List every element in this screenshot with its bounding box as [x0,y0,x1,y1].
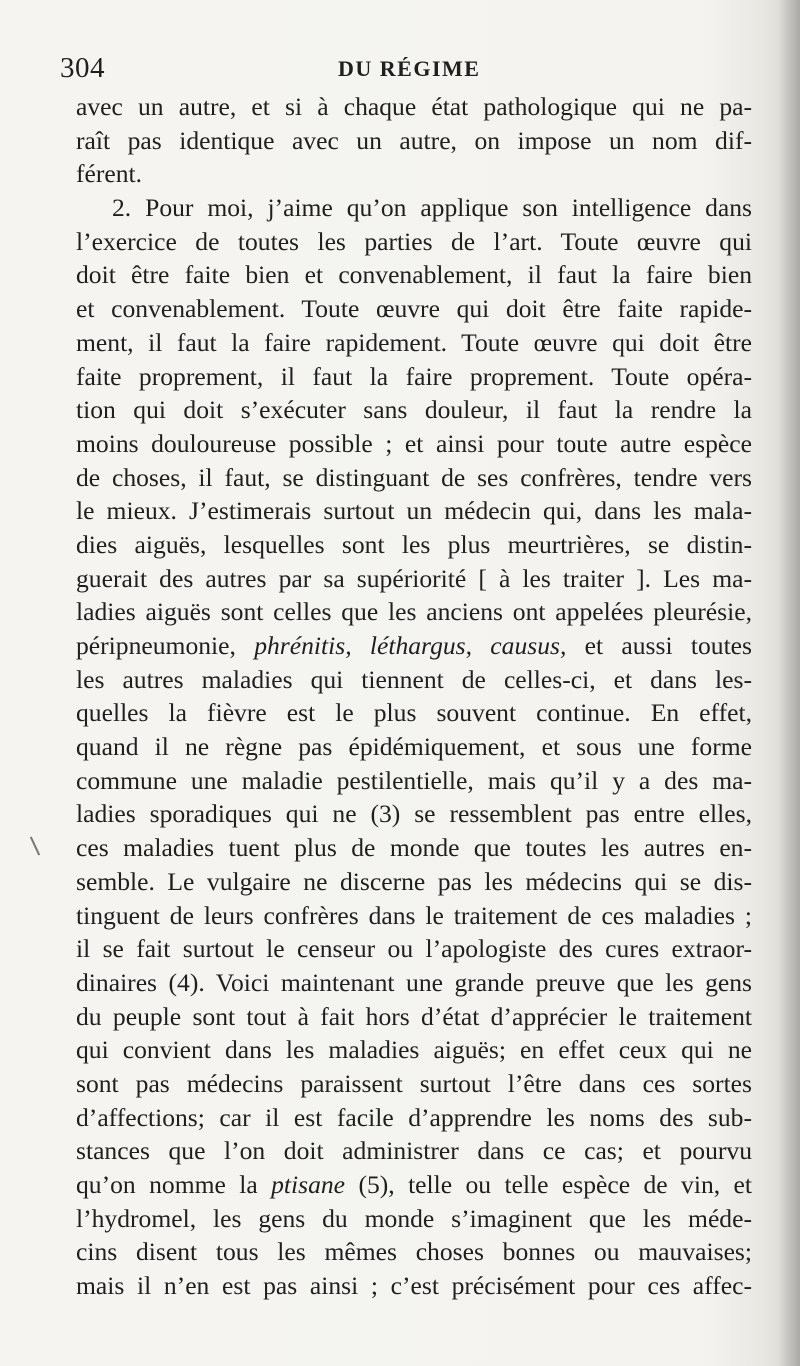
text-segment: (5), telle ou telle espèce de vin, et [358,1170,752,1199]
body-text [76,90,752,1303]
text-line: quand il ne règne pas épidémiquement, et sous une forme [76,732,752,762]
text-line: d’affections; car il est facile d’apprendre les noms des sub- [76,1102,752,1132]
text-line: tinguent de leurs confrères dans le traitement de ces maladies ; [76,900,752,930]
text-line: semble. Le vulgaire ne discerne pas les médecins qui se dis- [76,866,752,896]
text-line: cins disent tous les mêmes choses bonnes ou mauvaises; [76,1237,752,1267]
text-line: faite proprement, il faut la faire proprement. Toute opéra- [76,361,752,391]
text-line: guerait des autres par sa supériorité [ à les traiter ]. Les ma- [76,563,752,593]
text-line: ladies aiguës sont celles que les anciens ont appelées pleurésie, [76,597,752,627]
running-title: DU RÉGIME [338,56,481,81]
text-line: de choses, il faut, se distinguant de ses confrères, tendre vers [76,462,752,492]
text-line-with-italics [76,629,752,663]
italic-disease-names: phrénitis, léthargus, causus, [254,631,567,660]
text-line: mais il n’en est pas ainsi ; c’est précisément pour ces affec- [76,1271,752,1301]
margin-pencil-mark [30,837,40,856]
text-line: sont pas médecins paraissent surtout l’être dans ces sortes [76,1068,752,1098]
text-line: l’exercice de toutes les parties de l’art. Toute œuvre qui [76,226,752,256]
text-line: dies aiguës, lesquelles sont les plus meurtrières, se distin- [76,529,752,559]
text-line: les autres maladies qui tiennent de celles-ci, et dans les- [76,664,752,694]
text-line: et convenablement. Toute œuvre qui doit être faite rapide- [76,294,752,324]
paragraph-start-line: 2. Pour moi, j’aime qu’on applique son intelligence dans [112,193,752,223]
page-edge-shadow [778,0,800,1366]
text-line: raît pas identique avec un autre, on impose un nom dif- [76,125,752,155]
text-line: doit être faite bien et convenablement, il faut la faire bien [76,260,752,290]
text-line: l’hydromel, les gens du monde s’imaginent que les méde- [76,1203,752,1233]
text-line: ladies sporadiques qui ne (3) se ressemblent pas entre elles, [76,799,752,829]
page-number: 304 [60,52,105,84]
text-line: le mieux. J’estimerais surtout un médecin qui, dans les mala- [76,496,752,526]
text-line: il se fait surtout le censeur ou l’apologiste des cures extraor- [76,934,752,964]
italic-word: ptisane [271,1170,346,1199]
text-line: stances que l’on doit administrer dans ce cas; et pourvu [76,1136,752,1166]
text-line: dinaires (4). Voici maintenant une grande preuve que les gens [76,967,752,997]
running-head [60,52,750,88]
text-line: du peuple sont tout à fait hors d’état d’apprécier le traitement [76,1001,752,1031]
text-segment: qu’on nomme la [76,1170,258,1199]
text-line: tion qui doit s’exécuter sans douleur, il faut la rendre la [76,395,752,425]
text-line: ment, il faut la faire rapidement. Toute œuvre qui doit être [76,327,752,357]
text-line: quelles la fièvre est le plus souvent continue. En effet, [76,698,752,728]
text-line-with-italics [76,1168,752,1202]
text-line: ces maladies tuent plus de monde que toutes les autres en- [76,833,752,863]
text-line: férent. [76,159,143,189]
text-segment: péripneumonie, [76,631,236,660]
text-segment: et aussi toutes [584,631,752,660]
text-line: commune une maladie pestilentielle, mais qu’il y a des ma- [76,765,752,795]
text-line: moins douloureuse possible ; et ainsi pour toute autre espèce [76,428,752,458]
text-line: avec un autre, et si à chaque état pathologique qui ne pa- [76,92,752,121]
text-line: qui convient dans les maladies aiguës; en effet ceux qui ne [76,1035,752,1065]
